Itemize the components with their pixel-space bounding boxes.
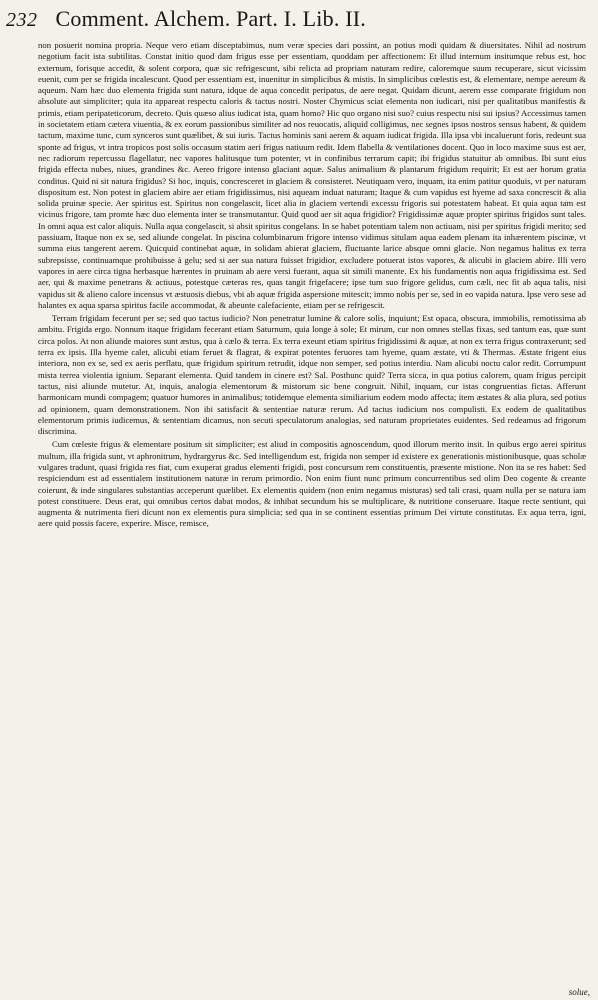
catchword: solue, <box>568 987 590 997</box>
paragraph-3: Cum cœleste frigus & elementare positum sit simpliciter; est aliud in compositis agnoscendum, quod illorum merito insit. In quibus ergo aerei spiritus multum, illa frigida sunt, vt aphronitrum, hydrargyrus &c. Sed intelligendum est, frigida non semper id existere ex generationis mistionibusque, quas scholæ vulgares tradunt, quasi frigida res fiat, cum exuperat gradus elementi frigidi, post concursum rem constituentis, præsente mistione. Non ita se res habet: Sed respiciendum est ad essentialem institutionem naturæ in rerum primordio. Non enim fiunt nunc primum concurrentibus sed olim Deo cogente & creante coierunt, & inde singulares substantias acceperunt quælibet. Ex elementis quidem (non enim negamus misturas) sed tali crasi, quam nulla per se natura iam potest constituere. Deus erat, qui omnibus certos dabat modos, & inhibat secundum his se multiplicare, & nutritione conseruare. Itaque recte sentiunt, qui augmenta & nutrimenta fieri dicunt non ex elementis pura simplicia; sed qua in se continent essentias primum Dei virtute constitutas. Ex aqua terra, igni, aere quid possis facere, experire. Misce, remisce, <box>38 439 586 529</box>
running-title: Comment. Alchem. Part. I. Lib. II. <box>55 6 366 31</box>
page-header <box>6 6 592 36</box>
paragraph-2: Terram frigidam fecerunt per se; sed quo tactus iudicio? Non penetratur lumine & calore solis, inquiunt; Est opaca, obscura, immobilis, remotissima ab ambitu. Frigida ergo. Nonnum itaque frigidam fecerant etiam Saturnum, quia longe à sole; Et mirum, cur non omnes stellas fixas, sed tantum eas, quæ sunt circa polos. At non aliunde maiores sunt æstus, qua à cælo & terra. Ex terra exeunt etiam spiritus frigidissimi & aquæ, at non ex terra frigus contraxerunt; sed terra ex ipsis. Illa hyeme calet, alicubi etiam feruet & flagrat, & expirat potentes feruores tam hyeme, quam æstate, vti & Thermas. Æstate frigent eius interiora, non ex se, sed ex aeris perflatu, quæ frigidum spiritum retrudit, idque non semper, sed potius interdiu. Nam alicubi noctu calor redit. Corrumpunt mista terrea violentia ignium. Separant elementa. Quid tandem in cinere est? Sal. Posthunc quid? Terra sicca, in qua potius calorem, quam frigus percipit tactus, nisi aliunde mutetur. At, inquis, analogia elementorum & mistorum sic bene congruit. Nihil, inquam, cur istas congruentias fictas. Afferunt harmonicam mundi compagem; quatuor humores in animalibus; totidemque elementa similiarium eodem modo affecta; item æstates & alia plura, sed potius ad opinionem, quam demonstrationem. Non ibi satisfacit & sententiae naturæ rerum. Ad tactus iudicium nos compulisti. Ex eodem de qualitatibus elementorum primis iudicemus, & sententiam dicamus, non secuti speculatorum analogias, sed naturam proprietates euidentes. Sed redeamus ad frigorum discrimina. <box>38 313 586 437</box>
page-number: 232 <box>6 9 38 31</box>
paragraph-1: non posuerit nomina propria. Neque vero etiam disceptabimus, num veræ species dari possint, an potius modi quidam & diuersitates. Nihil ad nostrum negotium facit ista subtilitas. Constat initio quod dam frigus esse per essentiam, quoddam per affectionem: Et illud internum insitumque rebus est, hoc externum, forisque accedit, & solent corpora, quæ sic refrigescunt, sibi relicta ad propriam naturam redire, caloremque suum recuperare, sicut vicissim euenit, cum per se frigida incalescunt. Quod per essentiam est, inuenitur in simplicibus & mistis. In simplicibus cœlestis est, & elementare, nempe aereum & aqueum. Nam hæc duo elementa frigida sunt natura, idque de aqua concedit peripatus, de aere negat. Quidam dicunt, aerem esse comparate frigidum non absolute aut simpliciter; quia ita appareat respectu caloris & tactus nostri. Noster Chymicus sciat elementa non iudicari, nisi per qualitatibus manifestis & primis, etiam peripateticorum, decreto. Quis quæso alius iudicat ista, quam homo? Hic quo organo nisi suo? cuius respectu nisi sui ipsius? Accessimus tamen in societatem etiam cætera viuentia, & ex eorum passionibus similiter ad nos reuocatis, aliquid colligimus, nec segnes ipsos nostros sensus habent, & quidem tactum, maxime tunc, cum synceros sunt quælibet, & sui iuris. Tactus hominis sani aerem & aquam iudicat frigida. Illa ipsa vbi incaluerunt foris, redeunt sua sponte ad frigus, vt intra tropicos post solis occasum statim aeri frigus natiuum redit. Idem flabella & ventilationes docent. Quo in loco maxime suus est aer, nec radiorum repercussu flagellatur, nec vapores halitusque tum potenter, vt in confinibus terrarum capit; ibi frigidus statuitur ab omnibus. Ibi sunt eius frigida effecta nubes, niues, grandines &c. Aereo frigore intenso glaciant aquæ. Salus animalium & plantarum frigidum requirit; Et est aer horum gratia conditus. Quid ni sit natura frigidus? Si hoc, inquis, concresceret in glaciem & consisteret. Neutiquam vero, inquam, ita enim patitur quoduis, vt per naturam dispositum est. Non potest in glaciem abire aer etiam frigidissimus, nisi aqueam induat naturam; Itaque & cum vapidus est hyeme ad saxa concrescit & alia solida pruinæ specie. Aer spiritus est. Spiritus non congelascit, licet alia in glaciem vertendi excessu frigoris sui potestatem habeat. Et quia aqua tam est vicinus frigore, tam promte hæc duo elementa inter se transmutantur. Quid quod aer sit aqua frigidior? Frigidissimæ aquæ propter spiritus frigidos sunt tales. In omni aqua est calor aliquis. Nulla aqua congelascit, si absit spiritus congelans. In se habet potentiam talem non actiuam, nisi per spiritus frigidi merito; sed passiuam, Itaque non ex se, sed aliunde congelat. In piscina columbinarum frigore intenso vidimus situlam aqua eadem plenam ita inhærentem piscinæ, vt summa eius tangerent aerem. Quicquid continebat aquæ, in solidam abierat glaciem, fluctuante larice absque omni glacie. Non negamus halitus ex terra subrepsisse, continuamque prohibuisse à gelu; sed si aer sua natura fuisset frigidior, excludere potuerat istos vapores, & alicubi in glaciem abire. Illi vero vapores in aere circa tigna herbasque hærentes in pruinam ab aere versi fuerant, aqua sit simili manente. Ex his fundamentis non aqua frigidissima est. Sed aer, qui & maxime penetrans & actiuus, potestque cæteras res, quas tangit frigefacere; ipse tum suo frigore gelidus, cum cæli, nec fit ab aqua talis, nisi vapidus sit & alieno calore incensus vt æstuosis diebus, vbi ab aquæ frigida aspersione mitescit; immo nobis per se, sed in eo vapida natura. Ipse vero sese ad halantes ex aqua sparsa spiritus facile accommodat, & abeunte calefaciente, etiam per se refrigescit. <box>38 40 586 310</box>
text-body <box>38 40 586 995</box>
